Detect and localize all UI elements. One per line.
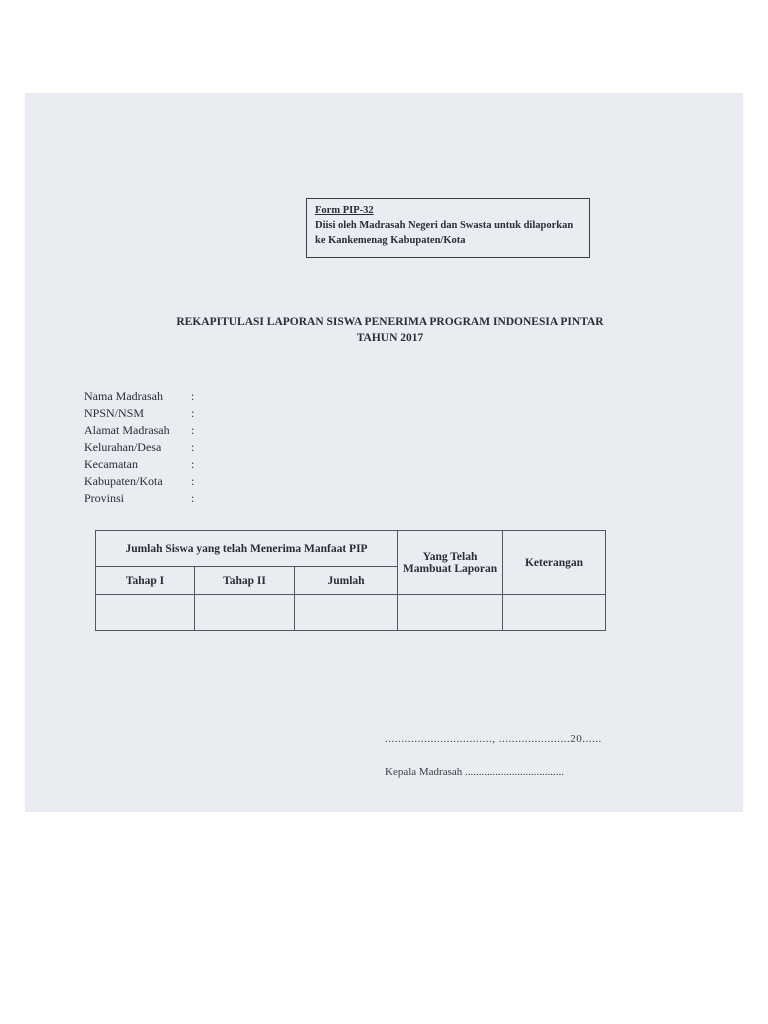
cell-laporan (398, 595, 503, 631)
field-label: Nama Madrasah (84, 389, 163, 403)
field-nama-madrasah (84, 388, 201, 405)
cell-tahap-1 (96, 595, 195, 631)
field-kecamatan (84, 456, 201, 473)
header-jumlah-siswa: Jumlah Siswa yang telah Menerima Manfaat PIP (96, 531, 398, 567)
header-tahap-1: Tahap I (96, 567, 195, 595)
field-kelurahan-desa (84, 439, 201, 456)
field-label: Alamat Madrasah (84, 423, 170, 437)
header-keterangan: Keterangan (503, 531, 606, 595)
form-description: Diisi oleh Madrasah Negeri dan Swasta untuk dilaporkan ke Kankemenag Kabupaten/Kota (315, 220, 574, 246)
field-colon: : (191, 423, 195, 437)
field-label: Kelurahan/Desa (84, 440, 162, 454)
field-colon: : (191, 474, 195, 488)
field-alamat-madrasah (84, 422, 201, 439)
recap-table (95, 530, 606, 631)
field-label: Kabupaten/Kota (84, 474, 163, 488)
identity-fields (84, 388, 201, 507)
title-line-2: TAHUN 2017 (356, 332, 424, 344)
header-jumlah: Jumlah (295, 567, 398, 595)
field-colon: : (191, 406, 195, 420)
field-kabupaten-kota (84, 473, 201, 490)
title-line-1: REKAPITULASI LAPORAN SISWA PENERIMA PROGRAM INDONESIA PINTAR (176, 316, 604, 328)
field-colon: : (191, 457, 195, 471)
field-provinsi (84, 490, 201, 507)
header-tahap-2: Tahap II (195, 567, 295, 595)
field-label: Kecamatan (84, 457, 138, 471)
document-title (100, 314, 680, 346)
field-npsn-nsm (84, 405, 201, 422)
cell-jumlah (295, 595, 398, 631)
head-signature-line: Kepala Madrasah .................................... (385, 766, 565, 778)
field-label: NPSN/NSM (84, 406, 145, 420)
cell-keterangan (503, 595, 606, 631)
field-colon: : (191, 491, 195, 505)
table-row (96, 595, 606, 631)
place-date-line: ................................., ......................20...... (385, 733, 602, 745)
form-code-box (306, 198, 590, 258)
field-label: Provinsi (84, 491, 125, 505)
header-yang-telah-membuat-laporan: Yang Telah Mambuat Laporan (398, 531, 503, 595)
field-colon: : (191, 440, 195, 454)
field-colon: : (191, 389, 195, 403)
cell-tahap-2 (195, 595, 295, 631)
form-code: Form PIP-32 (315, 205, 374, 216)
